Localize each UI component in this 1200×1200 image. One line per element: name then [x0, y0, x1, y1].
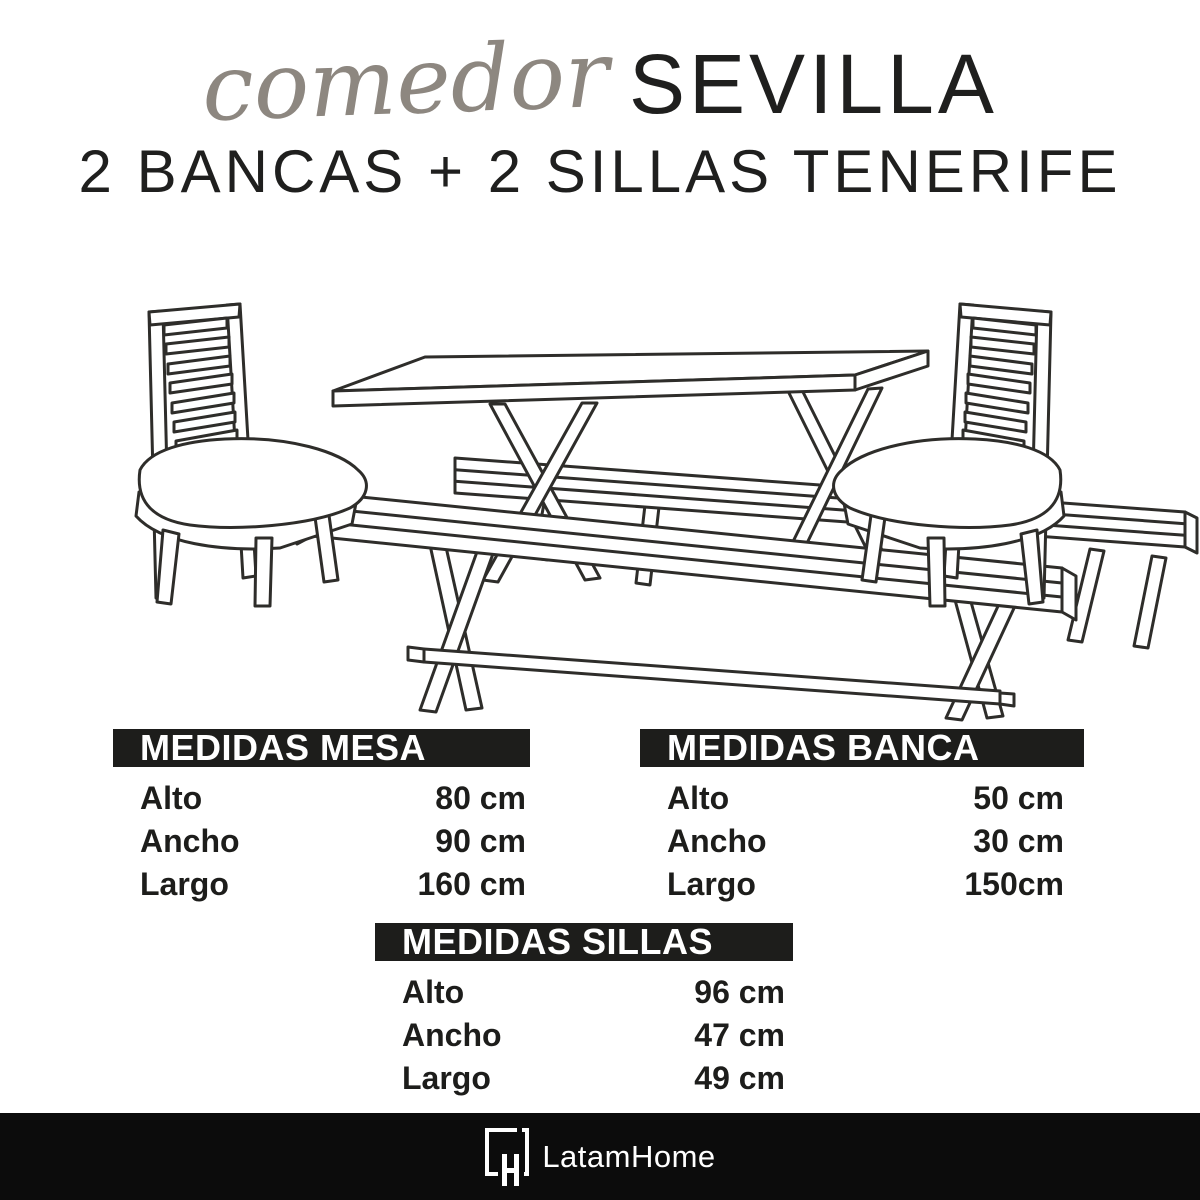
table-row [375, 1014, 793, 1057]
measure-value: 50 cm [973, 780, 1064, 816]
measures-table-mesa-header: MEDIDAS MESA [113, 729, 530, 767]
measure-label: Largo [140, 866, 229, 902]
measure-label: Alto [667, 780, 730, 816]
footer-bar [0, 1113, 1200, 1200]
measures-table-sillas [375, 923, 793, 1100]
measures-table-banca-header: MEDIDAS BANCA [640, 729, 1084, 767]
dining-set-illustration [0, 285, 1200, 725]
measure-value: 49 cm [694, 1060, 785, 1096]
table-row [640, 777, 1084, 820]
header-script-word: comedor [200, 20, 611, 143]
page-subtitle: 2 BANCAS + 2 SILLAS TENERIFE [78, 138, 1122, 205]
table-row [113, 863, 530, 906]
brand-name: LatamHome [542, 1138, 716, 1174]
measure-label: Alto [402, 974, 465, 1010]
measures-table-mesa [113, 729, 530, 906]
measure-label: Ancho [402, 1017, 502, 1053]
table-row [113, 820, 530, 863]
table-row [375, 971, 793, 1014]
measure-value: 90 cm [435, 823, 526, 859]
measure-value: 160 cm [417, 866, 526, 902]
latamhome-logo-icon [484, 1127, 532, 1193]
measures-table-sillas-rows [375, 971, 793, 1100]
measure-value: 96 cm [694, 974, 785, 1010]
measures-table-sillas-header: MEDIDAS SILLAS [375, 923, 793, 961]
measure-label: Largo [402, 1060, 491, 1096]
measure-value: 80 cm [435, 780, 526, 816]
measure-label: Largo [667, 866, 756, 902]
right-chair-drawing [834, 304, 1064, 606]
measure-label: Alto [140, 780, 203, 816]
table-row [640, 820, 1084, 863]
page-title: SEVILLA [628, 37, 998, 131]
table-row [640, 863, 1084, 906]
measure-value: 30 cm [973, 823, 1064, 859]
table-row [375, 1057, 793, 1100]
header-line1 [0, 20, 1200, 143]
chair-drawing [136, 304, 366, 606]
measure-value: 47 cm [694, 1017, 785, 1053]
measure-value: 150cm [964, 866, 1064, 902]
measures-table-banca-rows [640, 777, 1084, 906]
table-row [113, 777, 530, 820]
measures-table-mesa-rows [113, 777, 530, 906]
measure-label: Ancho [667, 823, 767, 859]
measures-table-banca [640, 729, 1084, 906]
measure-label: Ancho [140, 823, 240, 859]
